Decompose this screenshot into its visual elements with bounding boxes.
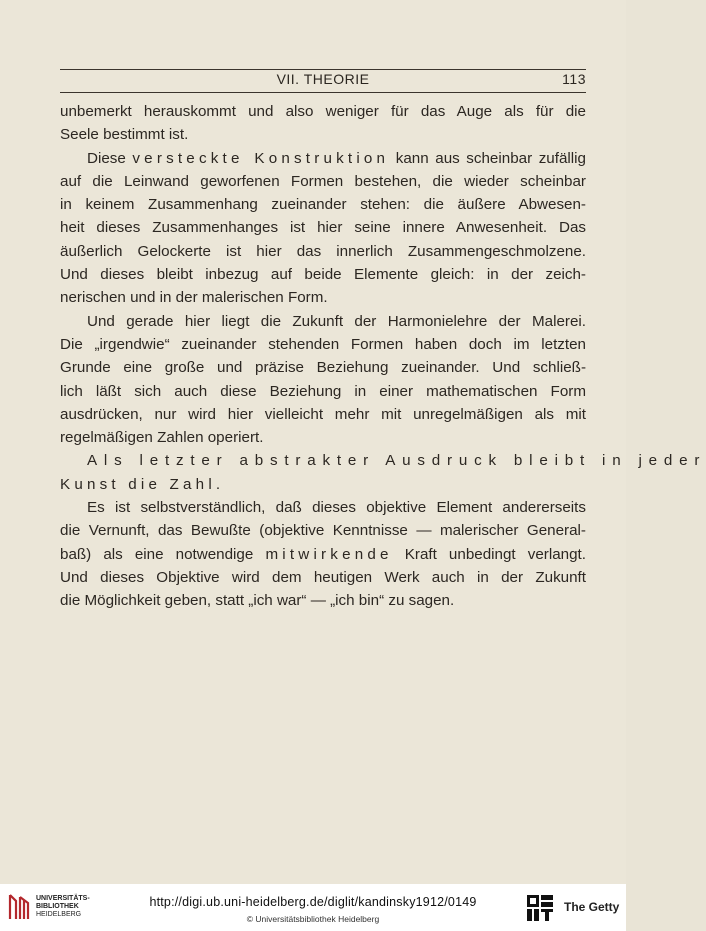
text-line: die Vernunft, das Bewußte (objektive Kenntnisse — malerischer General- bbox=[60, 522, 586, 540]
body-text bbox=[60, 100, 706, 613]
text-line: auf die Leinwand geworfenen Formen bestehen, die wieder scheinbar bbox=[60, 172, 586, 190]
text-line: unbemerkt herauskommt und also weniger für das Auge als für die bbox=[60, 103, 586, 120]
getty-name: The Getty bbox=[564, 900, 620, 914]
spaced-emphasis-line: Kunst die Zahl. bbox=[60, 475, 225, 493]
text-line: ausdrücken, nur wird hier vielleicht mehr mit unregelmäßigen als mit bbox=[60, 405, 586, 423]
spaced-emphasis: mitwirkende bbox=[265, 545, 393, 563]
text-line: Und dieses Objektive wird dem heutigen Werk auch in der Zukunft bbox=[60, 568, 586, 586]
text-line: heit dieses Zusammenhanges ist hier seine innere Anwesenheit. Das bbox=[60, 219, 586, 237]
page-number: 113 bbox=[562, 71, 586, 87]
permalink-url[interactable]: http://digi.ub.uni-heidelberg.de/diglit/kandinsky1912/0149 bbox=[149, 895, 477, 909]
text-line: Diese versteckte Konstruktion kann aus scheinbar zufällig bbox=[87, 149, 586, 167]
spaced-emphasis-line: Als letzter abstrakter Ausdruck bleibt in jeder bbox=[87, 452, 706, 470]
text-line: Grunde eine große und präzise Beziehung zueinander. Und schließ- bbox=[60, 359, 586, 377]
spaced-emphasis: versteckte Konstruktion bbox=[132, 149, 390, 167]
header-rule-top bbox=[60, 69, 586, 70]
text-line: in keinem Zusammenhang zueinander stehen: die äußere Abwesen- bbox=[60, 196, 586, 214]
viewer-footer bbox=[0, 884, 626, 931]
chapter-title: VII. THEORIE bbox=[276, 71, 370, 87]
text-line: Seele bestimmt ist. bbox=[60, 126, 189, 144]
library-name: UNIVERSITÄTS- BIBLIOTHEK HEIDELBERG bbox=[36, 895, 90, 918]
text-line: die Möglichkeit geben, statt „ich war“ — „ich bin“ zu sagen. bbox=[60, 592, 455, 610]
text-line: regelmäßigen Zahlen operiert. bbox=[60, 429, 264, 447]
running-head bbox=[60, 71, 586, 91]
text-line: nerischen und in der malerischen Form. bbox=[60, 289, 328, 307]
text-line: baß) als eine notwendige mitwirkende Kraft unbedingt verlangt. bbox=[60, 545, 586, 563]
copyright-notice: © Universitätsbibliothek Heidelberg bbox=[246, 914, 380, 924]
text-line: äußerlich Gelockerte ist hier das innerlich Zusammengeschmolzene. bbox=[60, 242, 586, 260]
text-line: Es ist selbstverständlich, daß dieses objektive Element andererseits bbox=[87, 499, 586, 517]
text-line: Und gerade hier liegt die Zukunft der Harmonielehre der Malerei. bbox=[87, 312, 586, 330]
text-line: Und dieses bleibt inbezug auf beide Elemente gleich: in der zeich- bbox=[60, 266, 586, 284]
header-rule-bottom bbox=[60, 92, 586, 93]
text-line: lich läßt sich auch diese Beziehung in einer mathematischen Form bbox=[60, 382, 586, 400]
text-line: Die „irgendwie“ zueinander stehenden Formen haben doch im letzten bbox=[60, 335, 586, 353]
getty-logo-icon[interactable] bbox=[526, 894, 554, 922]
